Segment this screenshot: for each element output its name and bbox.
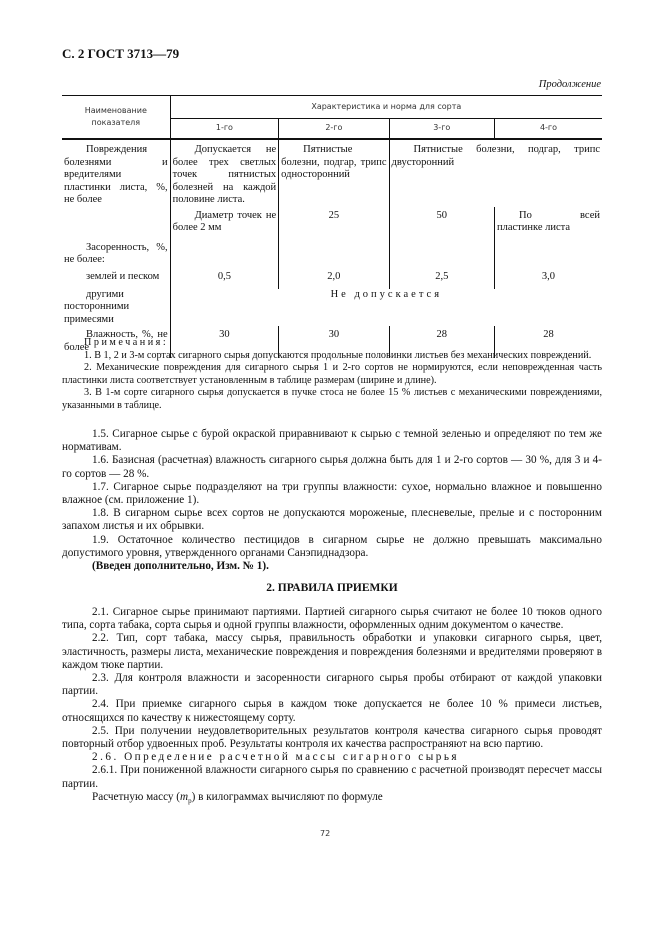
cell-foreign-matter-merged: Не допускается [170, 289, 602, 327]
paragraph-2-6-1: 2.6.1. При пониженной влажности сигарного сырья по сравнению с расчетной производят пересчет массы партии. [62, 764, 602, 790]
cell-soil-grade-2: 2,0 [279, 267, 389, 289]
paragraph-1-5: 1.5. Сигарное сырье с бурой окраской приравнивают к сырью с темной зеленью и определяют по тем же нормативам. [62, 428, 602, 454]
cell-diameter-grade-3: 50 [389, 207, 494, 240]
cell-soil-grade-4: 3,0 [494, 267, 602, 289]
note-item: 1. В 1, 2 и 3-м сортах сигарного сырья допускаются продольные половинки листьев без механических повреждений. [84, 349, 592, 361]
table-header-row [62, 96, 602, 119]
column-header-grade-4: 4-го [494, 119, 602, 140]
cell-contamination-grade-4 [494, 240, 602, 267]
column-header-grade-3: 3-го [389, 119, 494, 140]
section-2-paragraphs [62, 606, 602, 808]
cell-damage-grade-2: Пятнистые болезни, подгар, трипс односторонний [279, 139, 389, 207]
cell-diameter-grade-4: По всей пластинке листа [494, 207, 602, 240]
formula-intro: Расчетную массу $(m_р)$ в килограммах вычисляют по формуле [92, 790, 383, 806]
cell-soil-grade-3: 2,5 [389, 267, 494, 289]
table-continuation-label: Продолжение [538, 79, 601, 90]
note-item: 3. В 1-м сорте сигарного сырья допускается в пучке стоса не более 15 % листьев с механическими повреждениями, указанными в таблице. [62, 387, 602, 411]
paragraph-1-7: 1.7. Сигарное сырье подразделяют на три группы влажности: сухое, нормально влажное и повышенно влажное (см. приложение 1). [62, 480, 602, 507]
page-number: 72 [320, 829, 331, 838]
paragraph-2-5: 2.5. При получении неудовлетворительных результатов контроля качества сигарного сырья проводят повторный отбор удвоенных проб. Результаты контроля их качества распространяют на всю партию. [62, 724, 602, 751]
cell-damage-grade-1: Допускается не более трех светлых точек пятнистых болезней на каждой половине листа. [170, 139, 279, 207]
note-item: 2. Механические повреждения для сигарного сырья 1 и 2-го сортов не нормируются, если неповрежденная часть пластинки листа соответствует установленным в таблице размерам (ширине и длине). [62, 362, 602, 386]
column-header-grade-2: 2-го [279, 119, 389, 140]
section-1-paragraphs [62, 428, 602, 573]
cell-soil-grade-1: 0,5 [170, 267, 279, 289]
cell-damage-grade-3-4: Пятнистые болезни, подгар, трипс двусторонний [389, 139, 602, 207]
paragraph-2-1: 2.1. Сигарное сырье принимают партиями. Партией сигарного сырья считают не более 10 тюков одного типа, сорта табака, сорта сырья и одной группы влажности, оформленных одним документом о качестве. [62, 606, 602, 632]
norms-table [62, 95, 602, 358]
cell-diameter-grade-1: Диаметр точек не более 2 мм [170, 207, 279, 240]
paragraph-1-6: 1.6. Базисная (расчетная) влажность сигарного сырья должна быть для 1 и 2-го сортов — 30 %, для 3 и 4-го сортов — 28 %. [62, 454, 602, 480]
paragraph-2-2: 2.2. Тип, сорт табака, массу сырья, правильность обработки и упаковки сигарного сырья, цвет, эластичность, размеры листа, механические повреждения и повреждения болезнями и вредителями проверяют в каждом тюке партии. [62, 632, 602, 671]
table-row [62, 289, 602, 327]
column-header-indicator: Наименование показателя [62, 96, 170, 140]
amendment-note: (Введен дополнительно, Изм. № 1). [92, 560, 269, 573]
cell-contamination-grade-2 [279, 240, 389, 267]
row-label-foreign-matter: другими посторонними примесями [64, 288, 130, 325]
row-label-damage: Повреждения болезнями и вредителями пластинки листа, %, не более [64, 144, 168, 205]
paragraph-1-9: 1.9. Остаточное количество пестицидов в сигарном сырье не должно превышать максимально допустимого уровня, утвержденного органами Санэпиднадзора. [62, 533, 602, 559]
subsection-2-6-title: 2.6. Определение расчетной массы сигарного сырья [92, 751, 460, 764]
row-label-contamination: Засоренность, %, не более: [64, 241, 168, 265]
table-row [62, 139, 602, 207]
cell-diameter-grade-2: 25 [279, 207, 389, 240]
cell-moisture-grade-4: 28 [494, 326, 602, 358]
column-header-grade-1: 1-го [170, 119, 279, 140]
cell-contamination-grade-1 [170, 240, 279, 267]
cell-moisture-grade-2: 30 [279, 326, 389, 358]
table-row [62, 207, 602, 240]
notes-title: Примечания: [84, 337, 169, 348]
formula-subscript: р [188, 797, 192, 806]
row-label-empty [62, 207, 170, 240]
row-label-soil-sand: землей и песком [86, 270, 160, 282]
cell-moisture-grade-3: 28 [389, 326, 494, 358]
formula-symbol: m [180, 790, 189, 803]
paragraph-2-3: 2.3. Для контроля влажности и засоренности сигарного сырья пробы отбирают от каждой упаковки партии. [62, 672, 602, 698]
table-row [62, 267, 602, 289]
paragraph-2-4: 2.4. При приемке сигарного сырья в каждом тюке допускается не более 10 % примеси листьев, относящихся по качеству к нижестоящему сорту. [62, 698, 602, 724]
row-label-moisture: Влажность, %, не более [64, 329, 168, 353]
paragraph-1-8: 1.8. В сигарном сырье всех сортов не допускаются мороженые, плесневелые, прелые и с посторонним запахом листья и их обрывки. [62, 507, 602, 533]
table-row [62, 240, 602, 267]
cell-contamination-grade-3 [389, 240, 494, 267]
page-header: С. 2 ГОСТ 3713—79 [62, 46, 180, 61]
cell-moisture-grade-1: 30 [170, 326, 279, 358]
table-notes [62, 337, 602, 413]
column-header-group: Характеристика и норма для сорта [170, 96, 602, 119]
section-2-title: 2. ПРАВИЛА ПРИЕМКИ [266, 582, 398, 594]
